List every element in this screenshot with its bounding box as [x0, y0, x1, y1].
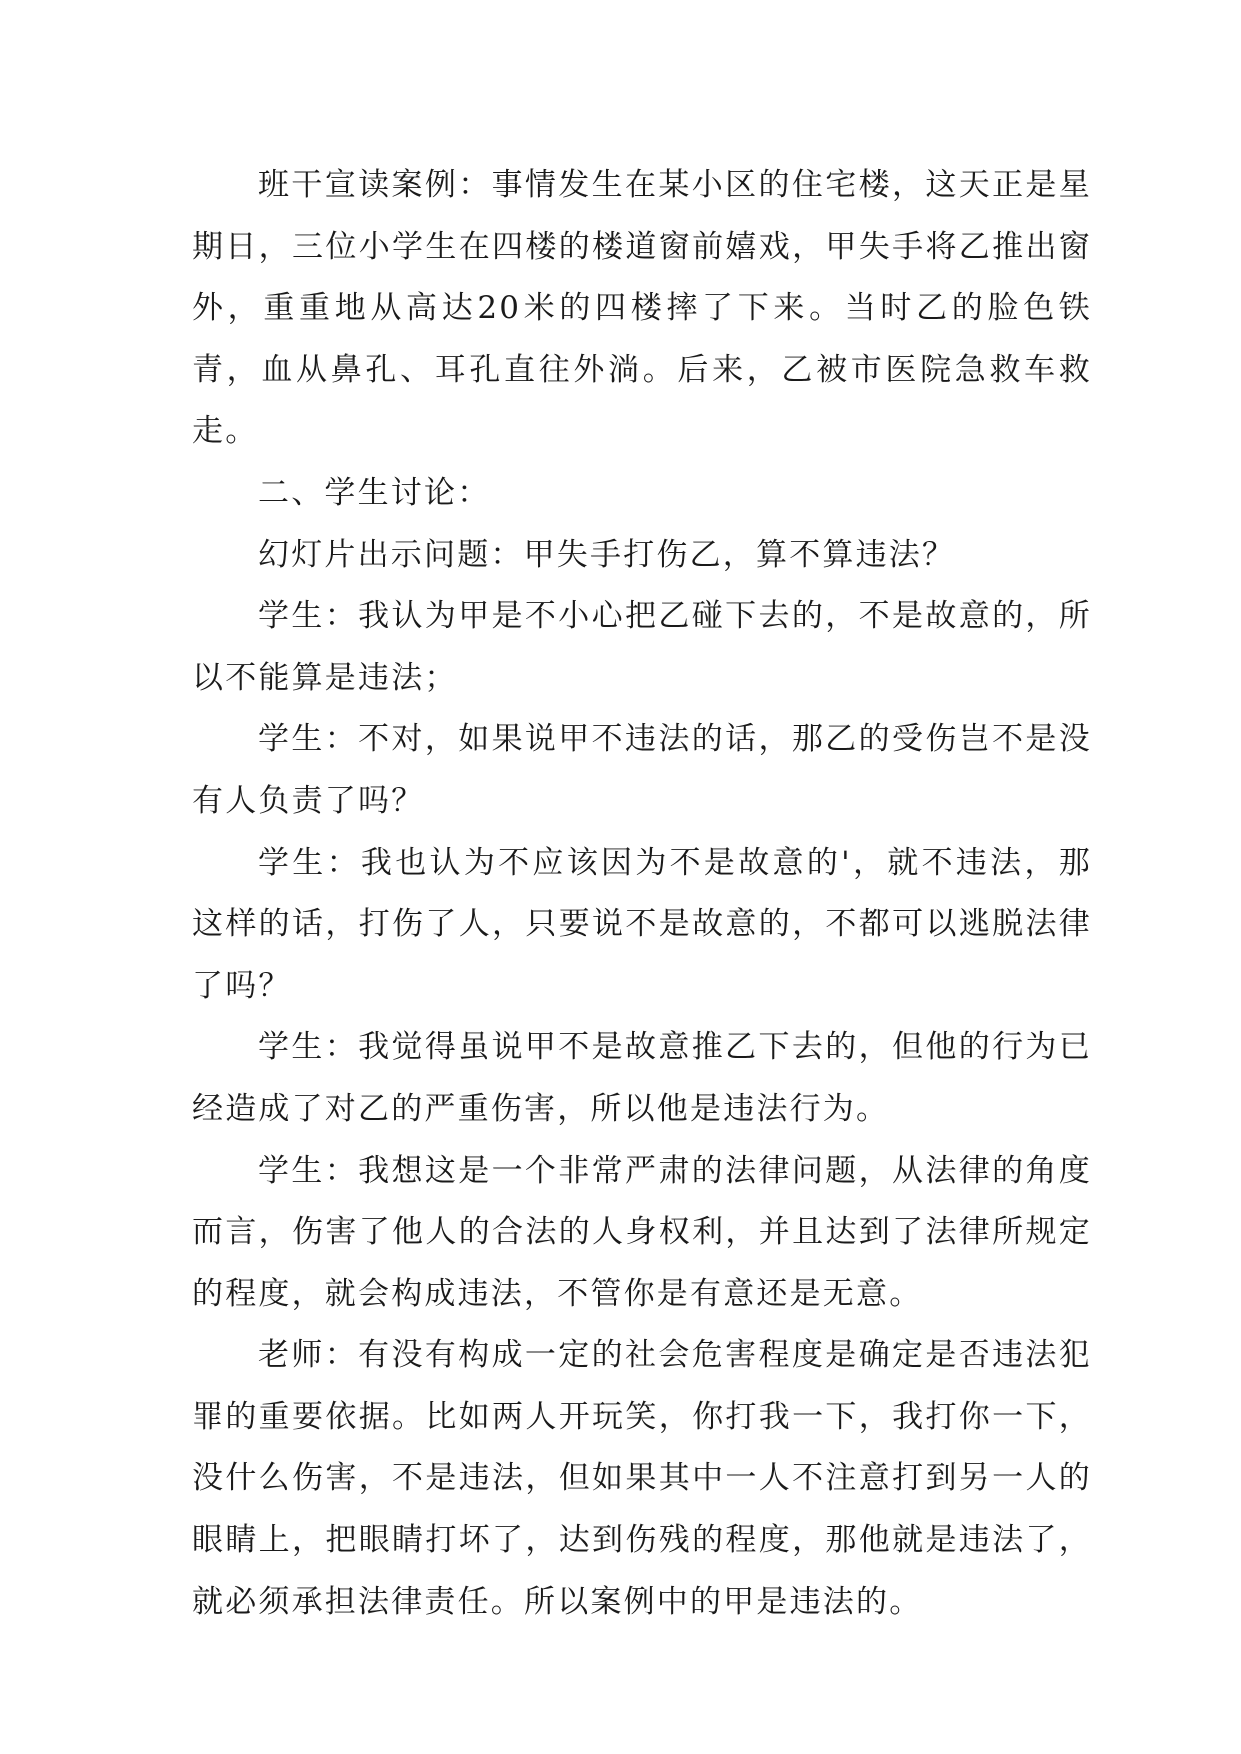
document-body — [192, 155, 1092, 1633]
paragraph-student-5: 学生：我想这是一个非常严肃的法律问题，从法律的角度而言，伤害了他人的合法的人身权利，并且达到了法律所规定的程度，就会构成违法，不管你是有意还是无意。 — [192, 1152, 1092, 1312]
paragraph-student-3: 学生：我也认为不应该因为不是故意的'，就不违法，那这样的话，打伤了人，只要说不是故意的，不都可以逃脱法律了吗？ — [192, 844, 1092, 1004]
paragraph-case-reading: 班干宣读案例：事情发生在某小区的住宅楼，这天正是星期日，三位小学生在四楼的楼道窗前嬉戏，甲失手将乙推出窗外，重重地从高达20米的四楼摔了下来。当时乙的脸色铁青，血从鼻孔、耳孔直往外淌。后来，乙被市医院急救车救走。 — [192, 167, 1092, 450]
paragraph-slide-question: 幻灯片出示问题：甲失手打伤乙，算不算违法？ — [258, 536, 956, 573]
paragraph-student-2: 学生：不对，如果说甲不违法的话，那乙的受伤岂不是没有人负责了吗？ — [192, 721, 1092, 819]
paragraph-section-heading: 二、学生讨论： — [258, 474, 491, 511]
paragraph-teacher: 老师：有没有构成一定的社会危害程度是确定是否违法犯罪的重要依据。比如两人开玩笑，你打我一下，我打你一下，没什么伤害，不是违法，但如果其中一人不注意打到另一人的眼睛上，把眼睛打坏了，达到伤残的程度，那他就是违法了，就必须承担法律责任。所以案例中的甲是违法的。 — [192, 1337, 1092, 1620]
paragraph-student-1: 学生：我认为甲是不小心把乙碰下去的，不是故意的，所以不能算是违法； — [192, 598, 1092, 696]
paragraph-student-4: 学生：我觉得虽说甲不是故意推乙下去的，但他的行为已经造成了对乙的严重伤害，所以他是违法行为。 — [192, 1029, 1092, 1127]
